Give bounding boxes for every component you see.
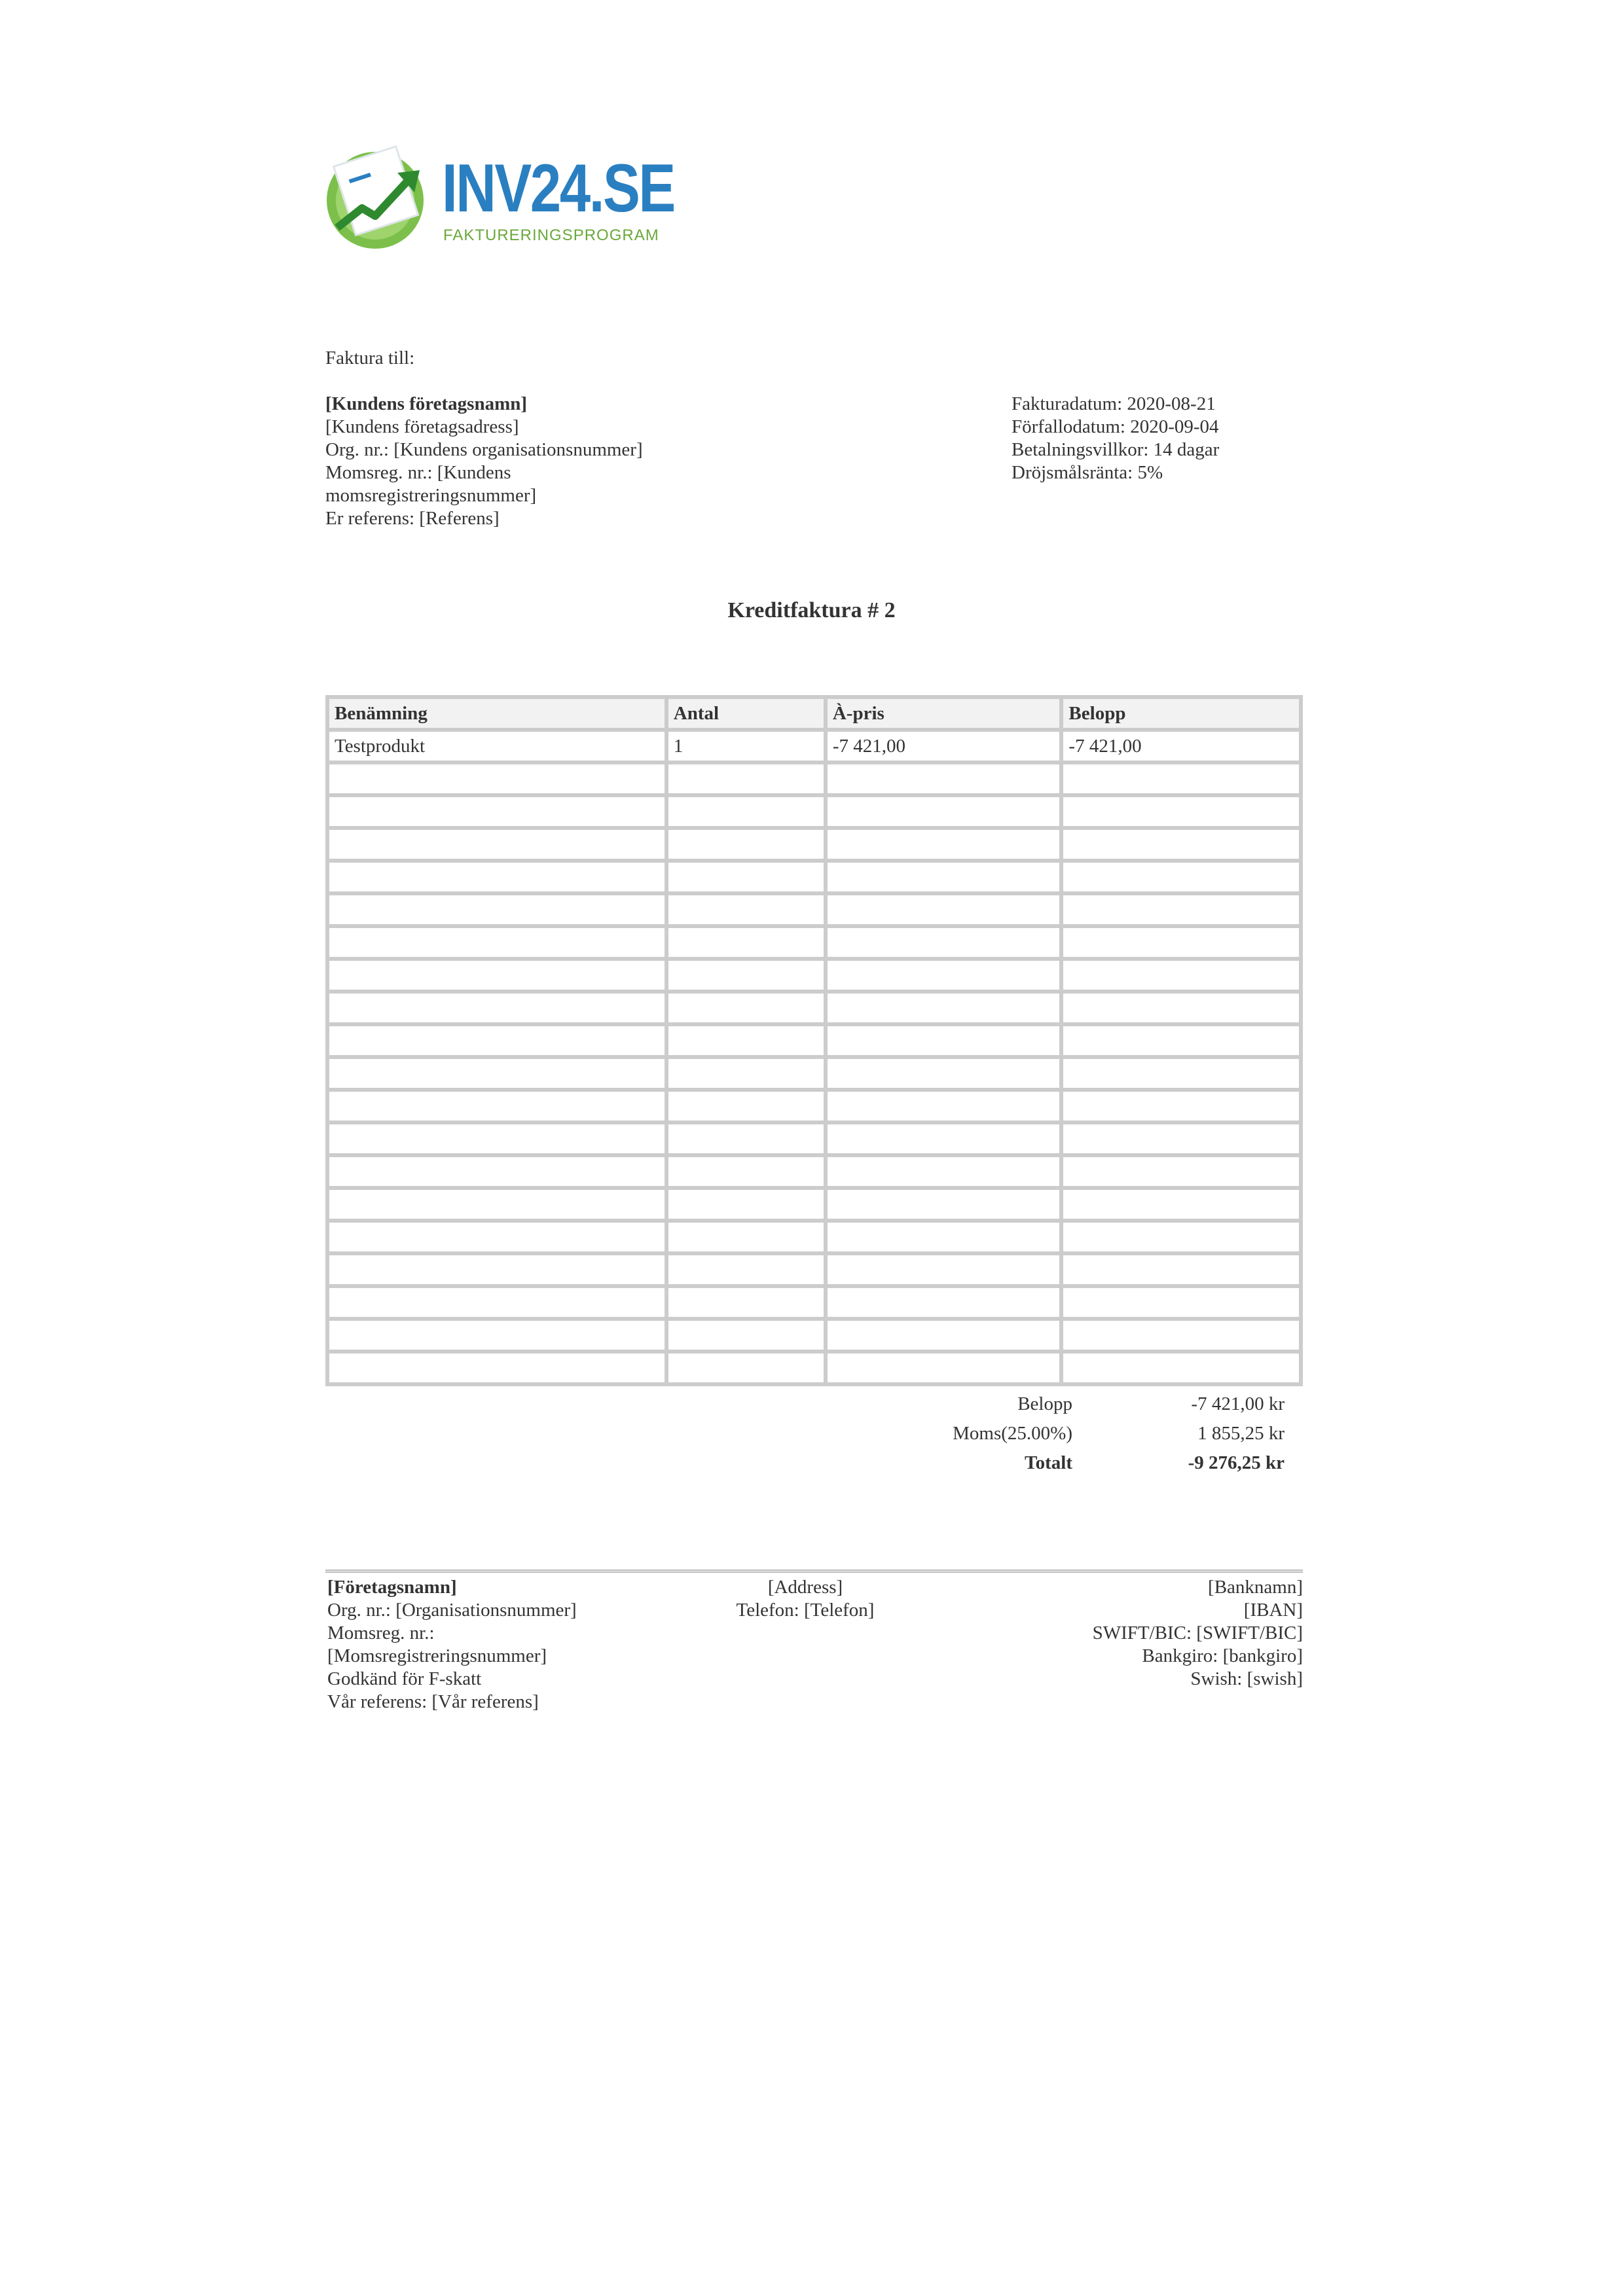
- company-logo: [324, 143, 674, 254]
- table-row-empty: [327, 861, 1301, 893]
- column-header-description: Benämning: [327, 697, 666, 730]
- cell-quantity-empty: [666, 1122, 826, 1155]
- bill-to-label: Faktura till:: [325, 348, 415, 368]
- cell-unit-price-empty: [826, 1090, 1062, 1122]
- cell-quantity-empty: [666, 1057, 826, 1090]
- column-header-unit-price: À-pris: [826, 697, 1062, 730]
- cell-description-empty: [327, 795, 666, 828]
- table-row: [327, 730, 1301, 762]
- cell-quantity-empty: [666, 893, 826, 926]
- cell-unit-price-empty: [826, 1221, 1062, 1253]
- cell-quantity-empty: [666, 1024, 826, 1057]
- cell-quantity-empty: [666, 992, 826, 1024]
- table-row-empty: [327, 926, 1301, 959]
- footer-swift: SWIFT/BIC: [SWIFT/BIC]: [1092, 1623, 1303, 1643]
- invoice-meta-block: [1012, 393, 1219, 484]
- footer-contact-info: [655, 1576, 956, 1622]
- cell-description-empty: [327, 861, 666, 893]
- cell-unit-price-empty: [826, 893, 1062, 926]
- table-row-empty: [327, 1221, 1301, 1253]
- footer-company-info: [327, 1576, 577, 1713]
- table-row-empty: [327, 1090, 1301, 1122]
- cell-amount-empty: [1061, 926, 1301, 959]
- cell-description-empty: [327, 1253, 666, 1286]
- cell-amount-empty: [1061, 762, 1301, 795]
- subtotal-value: -7 421,00 kr: [1191, 1393, 1285, 1414]
- cell-quantity-empty: [666, 828, 826, 861]
- table-row-empty: [327, 1286, 1301, 1319]
- cell-unit-price-empty: [826, 926, 1062, 959]
- column-header-amount: Belopp: [1061, 697, 1301, 730]
- cell-amount-empty: [1061, 828, 1301, 861]
- cell-description-empty: [327, 1057, 666, 1090]
- cell-description-empty: [327, 1221, 666, 1253]
- cell-quantity-empty: [666, 1188, 826, 1221]
- cell-amount-empty: [1061, 1221, 1301, 1253]
- cell-quantity-empty: [666, 1221, 826, 1253]
- cell-unit-price-empty: [826, 861, 1062, 893]
- footer-company-name: [Företagsnamn]: [327, 1577, 457, 1598]
- table-row-empty: [327, 795, 1301, 828]
- cell-amount-empty: [1061, 1024, 1301, 1057]
- cell-amount-empty: [1061, 1286, 1301, 1319]
- total-value: -9 276,25 kr: [1188, 1452, 1285, 1473]
- cell-description-empty: [327, 1155, 666, 1188]
- footer-bank-name: [Banknamn]: [1208, 1577, 1303, 1598]
- invoice-date: Fakturadatum: 2020-08-21: [1012, 393, 1216, 414]
- table-row-empty: [327, 1024, 1301, 1057]
- customer-org-nr: Org. nr.: [Kundens organisationsnummer]: [325, 439, 643, 460]
- cell-unit-price-empty: [826, 1024, 1062, 1057]
- table-row-empty: [327, 762, 1301, 795]
- cell-unit-price-empty: [826, 959, 1062, 992]
- cell-amount-empty: [1061, 893, 1301, 926]
- cell-unit-price-empty: [826, 1352, 1062, 1384]
- cell-quantity-empty: [666, 1090, 826, 1122]
- customer-address: [Kundens företagsadress]: [325, 416, 519, 437]
- cell-description-empty: [327, 992, 666, 1024]
- table-header-row: [327, 697, 1301, 730]
- footer-our-reference: Vår referens: [Vår referens]: [327, 1691, 539, 1712]
- logo-emblem-icon: [324, 143, 429, 254]
- logo-tagline: FAKTURERINGSPROGRAM: [443, 226, 659, 244]
- table-row-empty: [327, 893, 1301, 926]
- footer-vat-label: Momsreg. nr.:: [327, 1623, 435, 1643]
- cell-amount: -7 421,00: [1061, 730, 1301, 762]
- table-row-empty: [327, 992, 1301, 1024]
- cell-amount-empty: [1061, 1352, 1301, 1384]
- payment-terms: Betalningsvillkor: 14 dagar: [1012, 439, 1220, 460]
- cell-description-empty: [327, 1188, 666, 1221]
- cell-description-empty: [327, 1286, 666, 1319]
- table-row-empty: [327, 1319, 1301, 1352]
- customer-company-name: [Kundens företagsnamn]: [325, 393, 528, 414]
- cell-amount-empty: [1061, 1253, 1301, 1286]
- cell-description: Testprodukt: [327, 730, 666, 762]
- cell-amount-empty: [1061, 1319, 1301, 1352]
- cell-amount-empty: [1061, 1122, 1301, 1155]
- cell-quantity-empty: [666, 762, 826, 795]
- cell-description-empty: [327, 1122, 666, 1155]
- table-row-empty: [327, 1122, 1301, 1155]
- cell-unit-price-empty: [826, 795, 1062, 828]
- cell-amount-empty: [1061, 795, 1301, 828]
- cell-amount-empty: [1061, 992, 1301, 1024]
- due-date: Förfallodatum: 2020-09-04: [1012, 416, 1219, 437]
- cell-description-empty: [327, 1090, 666, 1122]
- cell-quantity: 1: [666, 730, 826, 762]
- footer-org-nr: Org. nr.: [Organisationsnummer]: [327, 1600, 577, 1621]
- footer-swish: Swish: [swish]: [1190, 1668, 1303, 1689]
- footer-address: [Address]: [767, 1577, 843, 1598]
- cell-description-empty: [327, 1024, 666, 1057]
- cell-quantity-empty: [666, 926, 826, 959]
- customer-vat-nr-continued: momsregistreringsnummer]: [325, 485, 537, 506]
- cell-quantity-empty: [666, 1253, 826, 1286]
- customer-vat-nr: Momsreg. nr.: [Kundens: [325, 462, 511, 483]
- customer-reference: Er referens: [Referens]: [325, 508, 500, 529]
- cell-unit-price-empty: [826, 828, 1062, 861]
- total-label: Totalt: [1024, 1452, 1072, 1473]
- footer-iban: [IBAN]: [1243, 1600, 1303, 1621]
- footer-bankgiro: Bankgiro: [bankgiro]: [1142, 1645, 1303, 1666]
- cell-amount-empty: [1061, 1155, 1301, 1188]
- cell-amount-empty: [1061, 1090, 1301, 1122]
- cell-unit-price-empty: [826, 1057, 1062, 1090]
- cell-amount-empty: [1061, 1057, 1301, 1090]
- subtotal-label: Belopp: [1017, 1393, 1072, 1414]
- table-row-empty: [327, 1253, 1301, 1286]
- vat-label: Moms(25.00%): [953, 1423, 1072, 1444]
- cell-unit-price-empty: [826, 1155, 1062, 1188]
- cell-description-empty: [327, 959, 666, 992]
- cell-unit-price-empty: [826, 992, 1062, 1024]
- column-header-quantity: Antal: [666, 697, 826, 730]
- footer-f-tax: Godkänd för F-skatt: [327, 1668, 482, 1689]
- cell-unit-price: -7 421,00: [826, 730, 1062, 762]
- cell-unit-price-empty: [826, 1319, 1062, 1352]
- cell-quantity-empty: [666, 861, 826, 893]
- cell-unit-price-empty: [826, 762, 1062, 795]
- table-row-empty: [327, 828, 1301, 861]
- cell-description-empty: [327, 926, 666, 959]
- invoice-items-table: [325, 695, 1303, 1386]
- cell-amount-empty: [1061, 959, 1301, 992]
- cell-amount-empty: [1061, 1188, 1301, 1221]
- footer-bank-info: [982, 1576, 1303, 1691]
- vat-value: 1 855,25 kr: [1197, 1423, 1285, 1444]
- logo-brand-text: INV24.SE: [442, 151, 674, 226]
- document-title: Kreditfaktura # 2: [727, 598, 896, 622]
- footer-vat-value: [Momsregistreringsnummer]: [327, 1645, 547, 1666]
- cell-quantity-empty: [666, 1352, 826, 1384]
- customer-block: [325, 393, 692, 530]
- table-body: [327, 730, 1301, 1384]
- cell-unit-price-empty: [826, 1286, 1062, 1319]
- table-row-empty: [327, 1057, 1301, 1090]
- cell-quantity-empty: [666, 1319, 826, 1352]
- cell-unit-price-empty: [826, 1188, 1062, 1221]
- table-row-empty: [327, 1352, 1301, 1384]
- cell-unit-price-empty: [826, 1253, 1062, 1286]
- cell-amount-empty: [1061, 861, 1301, 893]
- cell-unit-price-empty: [826, 1122, 1062, 1155]
- cell-description-empty: [327, 1352, 666, 1384]
- cell-quantity-empty: [666, 1155, 826, 1188]
- cell-description-empty: [327, 1319, 666, 1352]
- footer-phone: Telefon: [Telefon]: [736, 1600, 875, 1621]
- table-row-empty: [327, 1155, 1301, 1188]
- cell-description-empty: [327, 893, 666, 926]
- cell-quantity-empty: [666, 959, 826, 992]
- late-interest: Dröjsmålsränta: 5%: [1012, 462, 1163, 483]
- cell-description-empty: [327, 828, 666, 861]
- table-row-empty: [327, 959, 1301, 992]
- cell-quantity-empty: [666, 1286, 826, 1319]
- footer-divider: [325, 1570, 1303, 1573]
- cell-quantity-empty: [666, 795, 826, 828]
- cell-description-empty: [327, 762, 666, 795]
- table-row-empty: [327, 1188, 1301, 1221]
